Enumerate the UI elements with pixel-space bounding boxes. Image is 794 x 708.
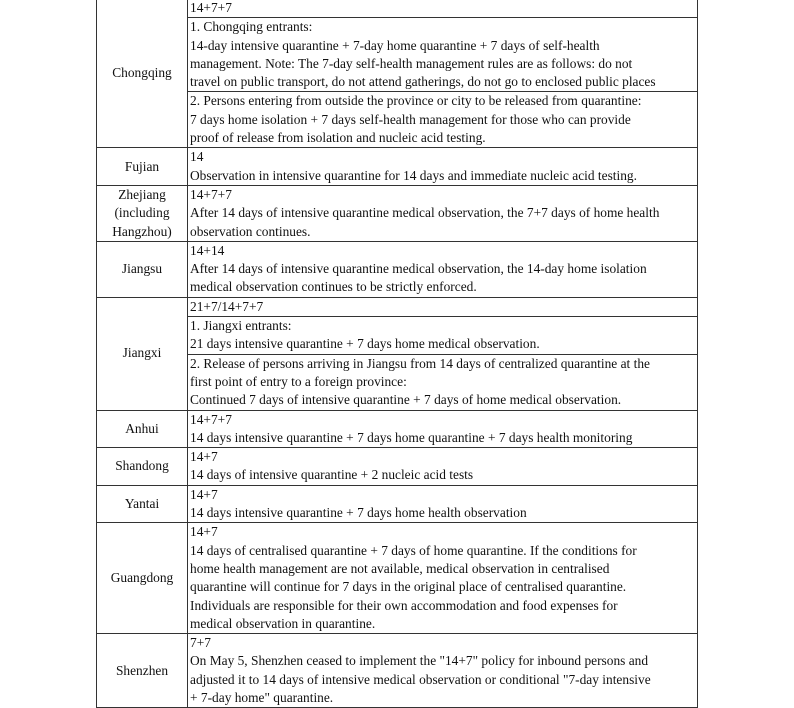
table-row xyxy=(97,297,698,316)
region-cell xyxy=(97,297,188,410)
policy-text-line: Individuals are responsible for their own accommodation and food expenses for xyxy=(190,597,618,613)
table-row xyxy=(97,18,698,92)
policy-detail-cell xyxy=(188,354,698,410)
table-row xyxy=(97,485,698,523)
region-name: Jiangsu xyxy=(121,261,163,277)
policy-text-line: quarantine will continue for 7 days in the original place of centralised quarantine. xyxy=(190,579,627,595)
policy-text-line: 14 days intensive quarantine + 7 days home quarantine + 7 days health monitoring xyxy=(190,429,633,445)
policy-text-line: 14+7 xyxy=(190,486,218,502)
policy-detail-cell xyxy=(188,92,698,148)
policy-detail-cell xyxy=(188,410,698,448)
policy-detail-cell xyxy=(188,448,698,486)
region-cell xyxy=(97,410,188,448)
policy-text-line: 7 days home isolation + 7 days self-health management for those who can provide xyxy=(190,111,631,127)
region-cell xyxy=(97,0,188,148)
policy-detail-cell xyxy=(188,317,698,355)
table-row xyxy=(97,185,698,241)
region-cell xyxy=(97,185,188,241)
region-name: Anhui xyxy=(125,420,159,436)
table-row xyxy=(97,317,698,355)
policy-detail-cell xyxy=(188,634,698,708)
policy-detail-cell xyxy=(188,185,698,241)
region-name: Fujian xyxy=(124,158,160,174)
region-cell xyxy=(97,241,188,297)
policy-text-line: adjusted it to 14 days of intensive medical observation or conditional "7-day intensive xyxy=(190,671,651,687)
policy-detail-cell xyxy=(188,148,698,186)
policy-text-line: 14+7+7 xyxy=(190,186,232,202)
policy-text-line: proof of release from isolation and nucleic acid testing. xyxy=(190,130,486,146)
policy-detail-cell xyxy=(188,523,698,634)
policy-text-line: 14+14 xyxy=(190,242,225,258)
policy-text-line: Continued 7 days of intensive quarantine + 7 days of home medical observation. xyxy=(190,392,622,408)
region-cell xyxy=(97,148,188,186)
policy-text-line: 21+7/14+7+7 xyxy=(190,298,264,314)
policy-text-line: 2. Release of persons arriving in Jiangsu from 14 days of centralized quarantine at the xyxy=(190,355,650,371)
policy-detail-cell xyxy=(188,485,698,523)
region-name: Chongqing xyxy=(112,65,172,81)
policy-text-line: medical observation continues to be strictly enforced. xyxy=(190,279,477,295)
policy-detail-cell xyxy=(188,0,698,18)
policy-text-line: 14-day intensive quarantine + 7-day home quarantine + 7 days of self-health xyxy=(190,37,600,53)
policy-text-line: home health management are not available, medical observation in centralised xyxy=(190,560,610,576)
region-cell xyxy=(97,448,188,486)
policy-text-line: medical observation in quarantine. xyxy=(190,615,376,631)
policy-text-line: 1. Chongqing entrants: xyxy=(190,19,313,35)
policy-text-line: After 14 days of intensive quarantine medical observation, the 7+7 days of home health xyxy=(190,205,660,221)
region-name: Shenzhen xyxy=(115,662,169,678)
policy-text-line: 14 xyxy=(190,149,204,165)
policy-text-line: 14 days of intensive quarantine + 2 nucleic acid tests xyxy=(190,467,474,483)
policy-text-line: first point of entry to a foreign province: xyxy=(190,373,407,389)
region-cell xyxy=(97,485,188,523)
policy-text-line: 7+7 xyxy=(190,635,211,651)
policy-text-line: 14+7+7 xyxy=(190,0,232,15)
region-name: Guangdong xyxy=(110,570,174,586)
region-cell xyxy=(97,523,188,634)
policy-text-line: Observation in intensive quarantine for 14 days and immediate nucleic acid testing. xyxy=(190,167,637,183)
policy-detail-cell xyxy=(188,18,698,92)
table-row xyxy=(97,410,698,448)
region-cell xyxy=(97,634,188,708)
region-name: Hangzhou) xyxy=(112,223,172,239)
policy-text-line: 21 days intensive quarantine + 7 days home medical observation. xyxy=(190,336,540,352)
region-name: Zhejiang xyxy=(118,186,166,202)
table-row xyxy=(97,354,698,410)
policy-text-line: observation continues. xyxy=(190,223,311,239)
policy-detail-cell xyxy=(188,241,698,297)
table-row xyxy=(97,241,698,297)
quarantine-policy-table xyxy=(96,0,698,708)
policy-text-line: 14 days intensive quarantine + 7 days home health observation xyxy=(190,505,527,521)
policy-text-line: 14+7+7 xyxy=(190,411,232,427)
policy-text-line: 14+7 xyxy=(190,524,218,540)
policy-text-line: + 7-day home" quarantine. xyxy=(190,689,334,705)
policy-detail-cell xyxy=(188,297,698,316)
policy-text-line: management. Note: The 7-day self-health management rules are as follows: do not xyxy=(190,55,633,71)
policy-text-line: 14+7 xyxy=(190,449,218,465)
policy-text-line: On May 5, Shenzhen ceased to implement the "14+7" policy for inbound persons and xyxy=(190,653,649,669)
region-name: (including xyxy=(114,205,170,221)
region-name: Shandong xyxy=(115,458,169,474)
table-row xyxy=(97,0,698,18)
table-row xyxy=(97,523,698,634)
table-row xyxy=(97,634,698,708)
table-row xyxy=(97,92,698,148)
region-name: Yantai xyxy=(124,495,160,511)
table-row xyxy=(97,448,698,486)
table-row xyxy=(97,148,698,186)
policy-text-line: 14 days of centralised quarantine + 7 days of home quarantine. If the conditions for xyxy=(190,542,637,558)
region-name: Jiangxi xyxy=(122,345,162,361)
policy-text-line: After 14 days of intensive quarantine medical observation, the 14-day home isolation xyxy=(190,261,647,277)
policy-text-line: 1. Jiangxi entrants: xyxy=(190,318,292,334)
policy-text-line: travel on public transport, do not attend gatherings, do not go to enclosed public places xyxy=(190,74,656,90)
policy-text-line: 2. Persons entering from outside the province or city to be released from quarantine: xyxy=(190,93,642,109)
